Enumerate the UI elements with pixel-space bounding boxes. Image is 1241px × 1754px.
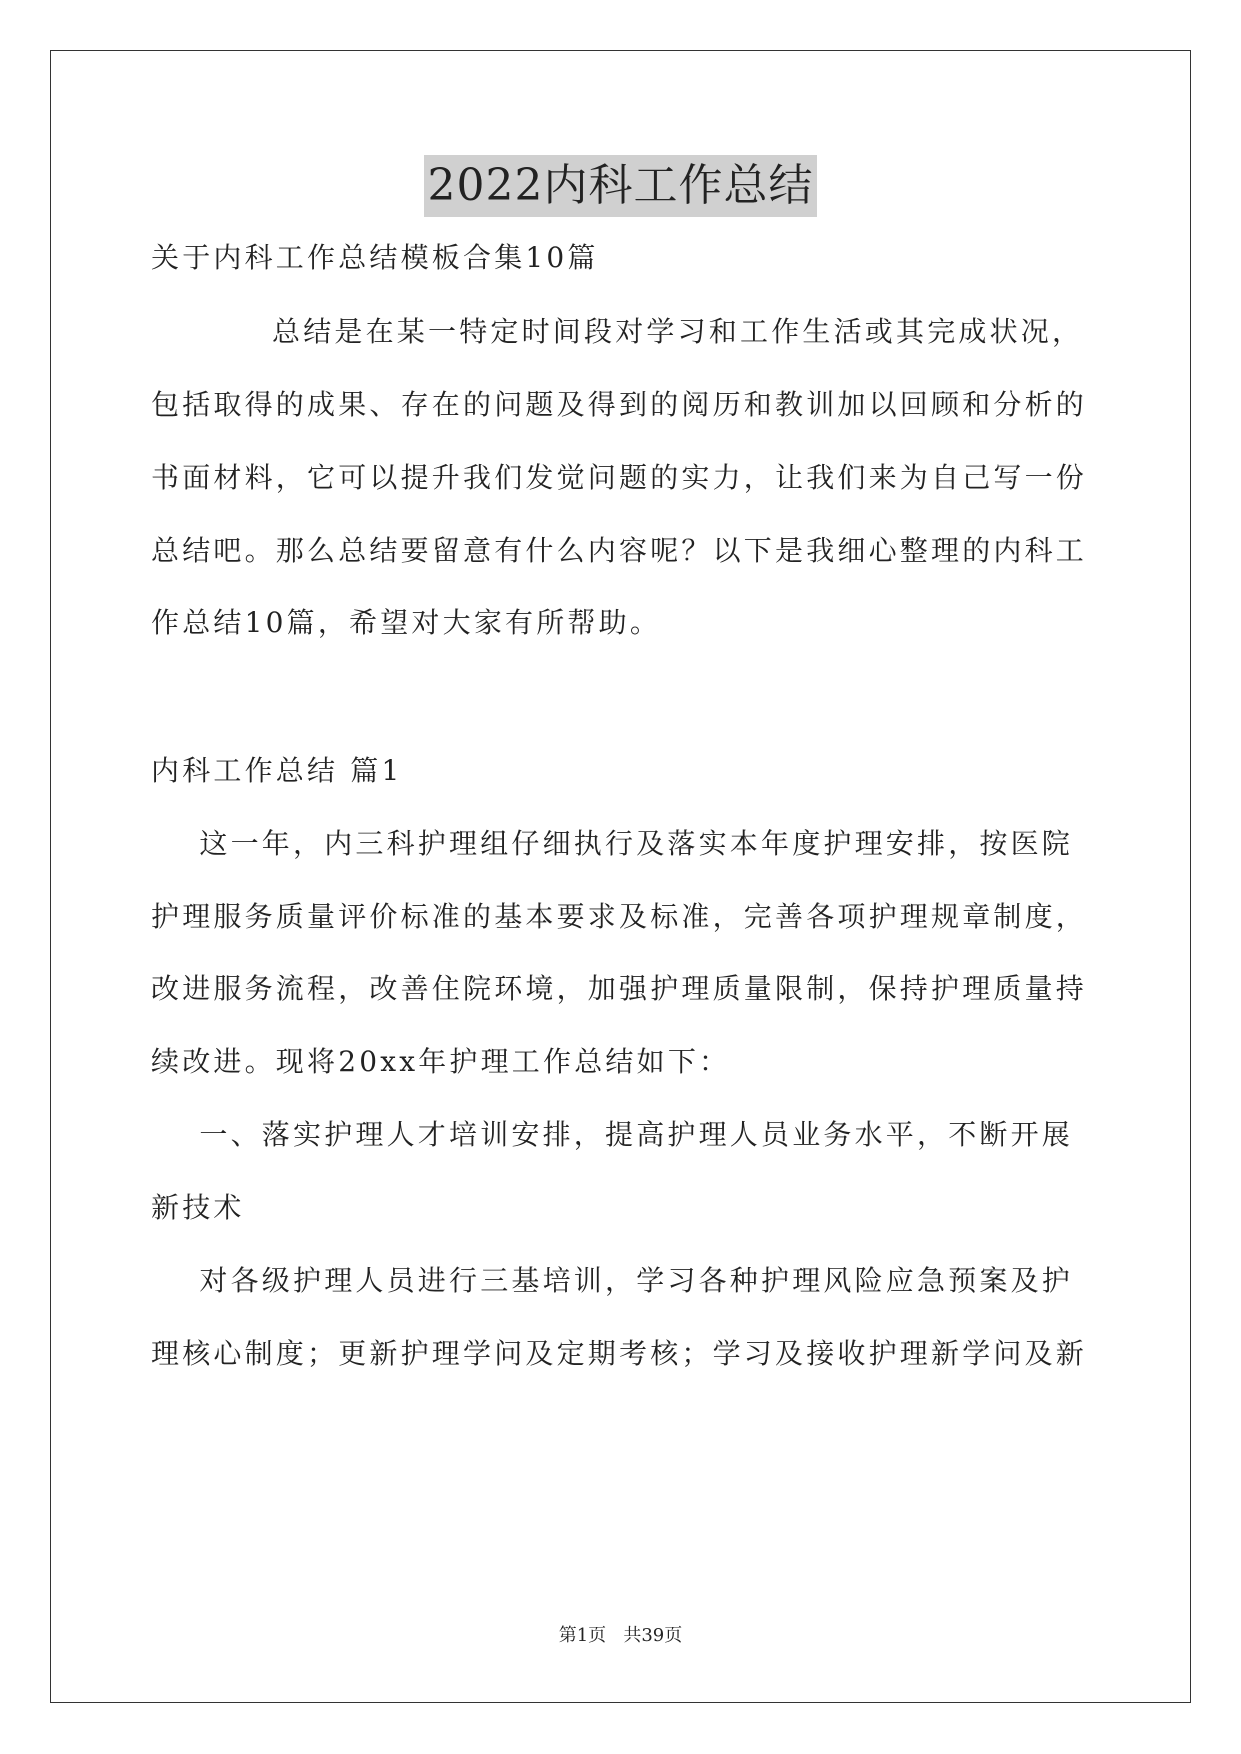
body-line: 续改进。现将20xx年护理工作总结如下： [151,1045,731,1078]
body-line: 这一年，内三科护理组仔细执行及落实本年度护理安排，按医院 [151,827,1074,860]
body-line: 护理服务质量评价标准的基本要求及标准，完善各项护理规章制度， [151,900,1088,933]
document-title: 2022内科工作总结 [424,155,818,217]
body-line: 对各级护理人员进行三基培训，学习各种护理风险应急预案及护 [151,1264,1074,1297]
body-line: 新技术 [151,1191,245,1224]
body-line: 作总结10篇，希望对大家有所帮助。 [151,606,662,639]
section-heading: 内科工作总结 篇1 [151,754,403,787]
body-line: 改进服务流程，改善住院环境，加强护理质量限制，保持护理质量持 [151,972,1088,1005]
title-container [0,155,1241,217]
subtitle-line: 关于内科工作总结模板合集10篇 [151,241,599,274]
page-footer: 第1页 共39页 [558,1625,683,1646]
body-line: 一、落实护理人才培训安排，提高护理人员业务水平，不断开展 [151,1118,1074,1151]
body-line: 理核心制度；更新护理学问及定期考核；学习及接收护理新学问及新 [151,1337,1088,1370]
page-border [50,50,1191,1703]
body-line: 总结吧。那么总结要留意有什么内容呢？以下是我细心整理的内科工 [151,534,1088,567]
body-line: 总结是在某一特定时间段对学习和工作生活或其完成状况， [151,315,1084,348]
body-line: 包括取得的成果、存在的问题及得到的阅历和教训加以回顾和分析的 [151,388,1088,421]
body-line: 书面材料，它可以提升我们发觉问题的实力，让我们来为自己写一份 [151,461,1088,494]
